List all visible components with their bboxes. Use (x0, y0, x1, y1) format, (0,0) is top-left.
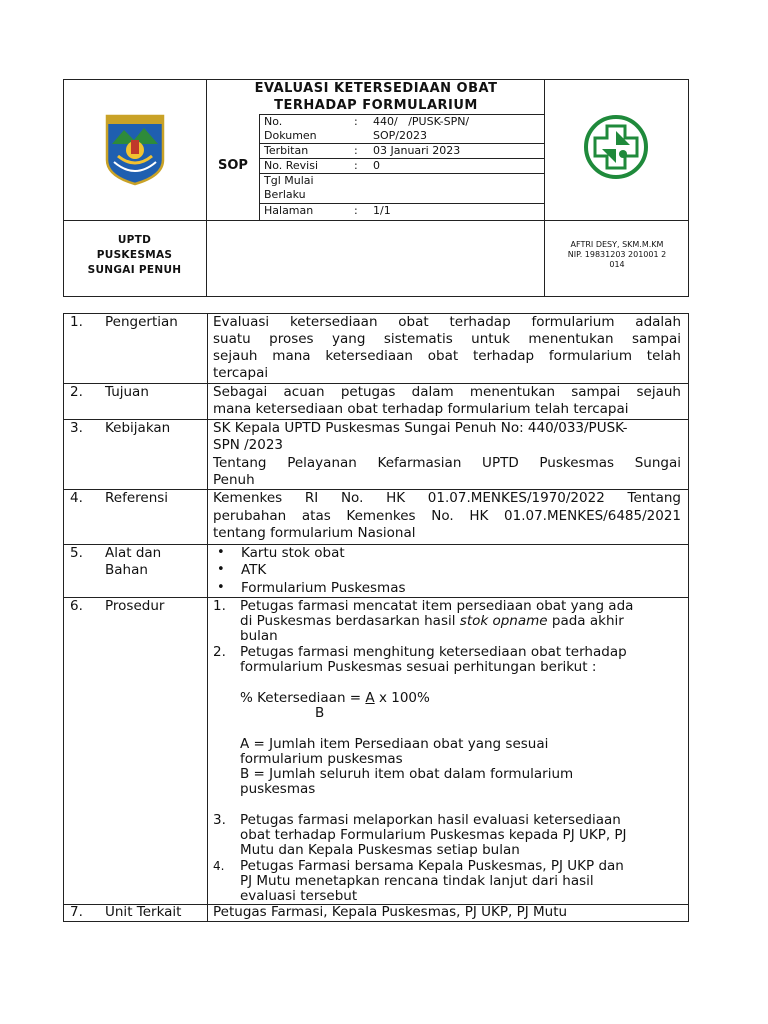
row-label-kebijakan: Kebijakan (105, 420, 171, 436)
definition-b-line-1: B = Jumlah seluruh item obat dalam formularium (240, 766, 574, 782)
formula-numerator: A (365, 690, 375, 706)
formula-label: % Ketersediaan = (240, 690, 366, 706)
step-3-line-3: Mutu dan Kepala Puskesmas setiap bulan (240, 842, 520, 858)
bullet-icon: • (217, 562, 225, 577)
row-content-kebijakan-l1: SK Kepala UPTD Puskesmas Sungai Penuh No: 440/033/PUSK- (213, 420, 628, 436)
meta-revisi-value: 0 (373, 159, 380, 172)
organization-name (63, 233, 206, 278)
meta-revisi-label: No. Revisi (264, 159, 319, 172)
org-line-3: SUNGAI PENUH (87, 264, 182, 276)
row-content-pengertian-l4: tercapai (213, 365, 269, 381)
bullet-icon: • (217, 580, 225, 595)
meta-no-label-l2: Dokumen (264, 129, 317, 142)
step-number: 1. (213, 598, 226, 614)
meta-terbitan-colon: : (354, 144, 358, 157)
signer-block (546, 240, 688, 270)
signer-nip-l2: 014 (609, 260, 625, 269)
definition-b-line-2: puskesmas (240, 781, 316, 797)
row-label-alat-l1: Alat dan (105, 545, 162, 561)
step-number: 4. (213, 859, 225, 873)
row-content-kebijakan-l4: Penuh (213, 472, 255, 488)
meta-revisi-colon: : (354, 159, 358, 172)
step-1-line-3: bulan (240, 628, 278, 644)
row-number: 1. (70, 314, 83, 330)
puskesmas-logo (583, 114, 649, 180)
row-number: 7. (70, 904, 83, 920)
row-content-pengertian-l3: sejauh mana ketersediaan obat terhadap formularium telah (213, 348, 681, 364)
row-label-referensi: Referensi (105, 490, 169, 506)
bullet-item: Formularium Puskesmas (241, 580, 406, 596)
bullet-icon: • (217, 545, 225, 560)
sop-label: SOP (218, 158, 248, 173)
regency-logo (104, 110, 166, 186)
row-content-referensi-l1: Kemenkes RI No. HK 01.07.MENKES/1970/2022 Tentang (213, 490, 681, 506)
definition-a-line-1: A = Jumlah item Persediaan obat yang sesuai (240, 736, 549, 752)
step-1-text-a: di Puskesmas berdasarkan hasil (240, 613, 460, 629)
step-1-line-2 (240, 614, 624, 630)
row-label-unit-terkait: Unit Terkait (105, 904, 182, 920)
row-label-alat-l2: Bahan (105, 562, 148, 578)
row-content-pengertian-l1: Evaluasi ketersediaan obat terhadap formularium adalah (213, 314, 681, 330)
title-line-1: EVALUASI KETERSEDIAAN OBAT (254, 81, 498, 96)
step-3-line-2: obat terhadap Formularium Puskesmas kepada PJ UKP, PJ (240, 827, 627, 843)
org-line-2: PUSKESMAS (96, 249, 173, 261)
step-4-line-2: PJ Mutu menetapkan rencana tindak lanjut dari hasil (240, 873, 594, 889)
step-1-text-c: pada akhir (547, 613, 624, 629)
row-content-kebijakan-l3: Tentang Pelayanan Kefarmasian UPTD Puskesmas Sungai (213, 455, 681, 471)
meta-tgl-label (264, 174, 314, 202)
step-number: 3. (213, 812, 226, 828)
signer-name: AFTRI DESY, SKM.M.KM (570, 240, 664, 249)
row-content-referensi-l2: perubahan atas Kemenkes No. HK 01.07.MENKES/6485/2021 (213, 508, 681, 524)
meta-no-label-l1: No. (264, 115, 283, 128)
meta-halaman-value: 1/1 (373, 204, 391, 217)
row-number: 3. (70, 420, 83, 436)
row-label-prosedur: Prosedur (105, 598, 165, 614)
meta-halaman-label: Halaman (264, 204, 314, 217)
meta-no-value-l2: SOP/2023 (373, 129, 427, 142)
row-number: 4. (70, 490, 83, 506)
meta-tgl-label-l2: Berlaku (264, 188, 306, 201)
step-number: 2. (213, 644, 226, 660)
meta-no-value (373, 115, 469, 143)
bullet-item: Kartu stok obat (241, 545, 345, 561)
row-content-referensi-l3: tentang formularium Nasional (213, 525, 416, 541)
meta-terbitan-label: Terbitan (264, 144, 309, 157)
step-1-text-italic: stok opname (459, 613, 548, 629)
row-content-kebijakan-l2: SPN /2023 (213, 437, 284, 453)
bullet-item: ATK (241, 562, 267, 578)
meta-no-value-l1: 440/ /PUSK-SPN/ (373, 115, 470, 128)
meta-tgl-label-l1: Tgl Mulai (264, 174, 314, 187)
step-1-line-1: Petugas farmasi mencatat item persediaan obat yang ada (240, 598, 634, 614)
formula-denominator: B (315, 705, 325, 721)
formula-multiplier: x 100% (374, 690, 430, 706)
row-number: 2. (70, 384, 83, 400)
meta-halaman-colon: : (354, 204, 358, 217)
row-content-tujuan-l2: mana ketersediaan obat terhadap formularium telah tercapai (213, 401, 629, 417)
step-3-line-1: Petugas farmasi melaporkan hasil evaluasi ketersediaan (240, 812, 621, 828)
row-number: 5. (70, 545, 83, 561)
formula (240, 691, 430, 707)
step-2-line-2: formularium Puskesmas sesuai perhitungan berikut : (240, 659, 597, 675)
org-line-1: UPTD (117, 234, 152, 246)
step-4-line-1: Petugas Farmasi bersama Kepala Puskesmas, PJ UKP dan (240, 858, 624, 874)
step-4-line-3: evaluasi tersebut (240, 888, 358, 904)
row-content-unit-terkait: Petugas Farmasi, Kepala Puskesmas, PJ UKP, PJ Mutu (213, 904, 568, 920)
title-line-2: TERHADAP FORMULARIUM (274, 98, 478, 113)
meta-no-colon: : (354, 115, 358, 128)
row-content-pengertian-l2: suatu proses yang sistematis untuk menentukan sampai (213, 331, 681, 347)
signer-nip-l1: NIP. 19831203 201001 2 (567, 250, 667, 259)
definition-a-line-2: formularium puskesmas (240, 751, 403, 767)
row-number: 6. (70, 598, 83, 614)
row-label-pengertian: Pengertian (105, 314, 178, 330)
row-content-tujuan-l1: Sebagai acuan petugas dalam menentukan sampai sejauh (213, 384, 681, 400)
row-label-tujuan: Tujuan (105, 384, 149, 400)
meta-no-label (264, 115, 317, 143)
step-2-line-1: Petugas farmasi menghitung ketersediaan obat terhadap (240, 644, 627, 660)
meta-terbitan-value: 03 Januari 2023 (373, 144, 461, 157)
document-title (207, 80, 545, 114)
